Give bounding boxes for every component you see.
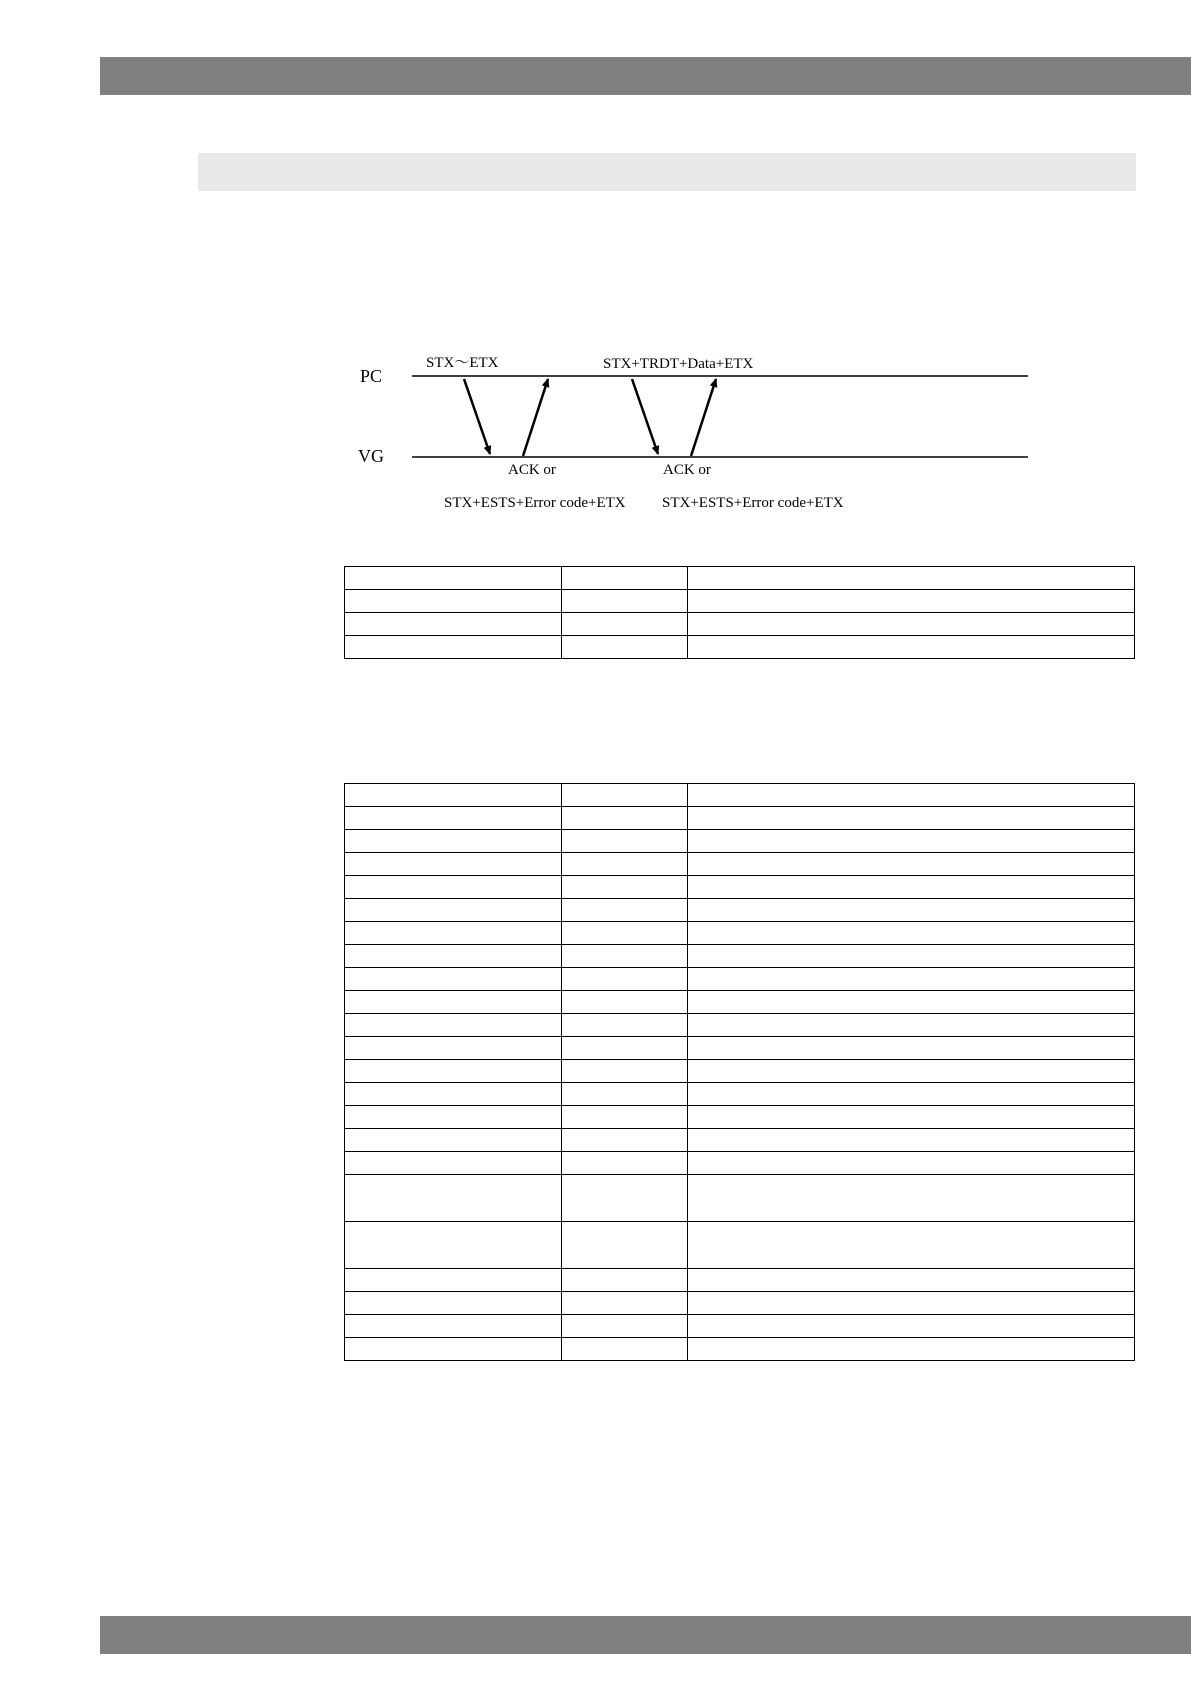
table-cell — [345, 991, 562, 1014]
table-row — [345, 590, 1135, 613]
table-row — [345, 1060, 1135, 1083]
table-cell — [688, 567, 1135, 590]
table-cell — [688, 1060, 1135, 1083]
table-row — [345, 945, 1135, 968]
table-row — [345, 876, 1135, 899]
table-cell — [688, 807, 1135, 830]
table-cell — [688, 1269, 1135, 1292]
table-cell — [345, 1269, 562, 1292]
table-cell — [562, 807, 688, 830]
communication-sequence-diagram — [340, 340, 1040, 530]
request-arrow-2 — [632, 379, 658, 454]
table-cell — [562, 968, 688, 991]
table-row — [345, 830, 1135, 853]
table-row — [345, 1152, 1135, 1175]
table-cell — [688, 830, 1135, 853]
table-row — [345, 899, 1135, 922]
table-row — [345, 853, 1135, 876]
table-cell — [345, 1152, 562, 1175]
table-cell — [345, 853, 562, 876]
table-cell — [688, 1222, 1135, 1269]
table-cell — [562, 899, 688, 922]
table-cell — [688, 636, 1135, 659]
status-code-table — [344, 566, 1135, 659]
table-cell — [562, 1129, 688, 1152]
table-cell — [688, 1152, 1135, 1175]
response-arrow-1 — [523, 379, 548, 456]
table-cell — [562, 853, 688, 876]
table-row — [345, 1175, 1135, 1222]
table-row — [345, 968, 1135, 991]
table-cell — [345, 636, 562, 659]
table-cell — [688, 1175, 1135, 1222]
response-arrow-2 — [691, 379, 716, 456]
table-cell — [345, 1175, 562, 1222]
table-cell — [562, 945, 688, 968]
table-cell — [688, 1292, 1135, 1315]
table-row — [345, 807, 1135, 830]
table-cell — [562, 784, 688, 807]
table-cell — [562, 1338, 688, 1361]
table-cell — [345, 876, 562, 899]
section-title-band — [198, 153, 1136, 191]
table-cell — [562, 991, 688, 1014]
table-cell — [345, 1037, 562, 1060]
table-cell — [688, 876, 1135, 899]
table-cell — [345, 784, 562, 807]
table-cell — [562, 1152, 688, 1175]
table-cell — [688, 853, 1135, 876]
error-code-table — [344, 783, 1135, 1361]
table-cell — [562, 1014, 688, 1037]
table-cell — [688, 1338, 1135, 1361]
table-cell — [562, 1175, 688, 1222]
table-cell — [345, 968, 562, 991]
send-label-2: STX+TRDT+Data+ETX — [603, 356, 754, 372]
table-cell — [345, 1292, 562, 1315]
table-cell — [562, 1315, 688, 1338]
table-cell — [688, 1106, 1135, 1129]
table-cell — [562, 830, 688, 853]
table-row — [345, 1222, 1135, 1269]
table-cell — [688, 1014, 1135, 1037]
table-cell — [345, 567, 562, 590]
table-cell — [345, 1338, 562, 1361]
table-cell — [345, 1315, 562, 1338]
table-cell — [688, 1315, 1135, 1338]
table-cell — [345, 1083, 562, 1106]
table-cell — [562, 1037, 688, 1060]
reply-label-1: ACK or — [508, 462, 556, 478]
table-row — [345, 1037, 1135, 1060]
table-cell — [562, 1292, 688, 1315]
table-cell — [688, 968, 1135, 991]
table-cell — [688, 991, 1135, 1014]
table-cell — [688, 1129, 1135, 1152]
table-row — [345, 1269, 1135, 1292]
table-cell — [562, 876, 688, 899]
table-cell — [688, 945, 1135, 968]
table-cell — [688, 899, 1135, 922]
table-cell — [688, 922, 1135, 945]
table-row — [345, 613, 1135, 636]
table-row — [345, 922, 1135, 945]
table-row — [345, 1292, 1135, 1315]
request-arrow-1 — [464, 379, 490, 454]
table-cell — [688, 590, 1135, 613]
table-cell — [345, 1060, 562, 1083]
table-cell — [345, 807, 562, 830]
table-cell — [345, 1222, 562, 1269]
pc-label: PC — [360, 366, 383, 386]
table-row — [345, 1338, 1135, 1361]
error-label-1: STX+ESTS+Error code+ETX — [444, 495, 626, 511]
table-cell — [688, 1037, 1135, 1060]
table-cell — [345, 590, 562, 613]
table-cell — [688, 784, 1135, 807]
table-row — [345, 1129, 1135, 1152]
table-cell — [562, 1269, 688, 1292]
table-cell — [562, 636, 688, 659]
table-row — [345, 1083, 1135, 1106]
table-cell — [345, 830, 562, 853]
table-row — [345, 636, 1135, 659]
table-cell — [345, 899, 562, 922]
table-cell — [562, 567, 688, 590]
table-cell — [562, 1083, 688, 1106]
sequence-svg — [340, 340, 1040, 530]
send-label-1: STX～ETX — [426, 355, 499, 371]
table-cell — [562, 1222, 688, 1269]
table-cell — [345, 922, 562, 945]
table-row — [345, 1014, 1135, 1037]
table-cell — [345, 1106, 562, 1129]
header-bar — [100, 57, 1191, 95]
vg-label: VG — [358, 446, 384, 466]
table-row — [345, 784, 1135, 807]
table-cell — [562, 613, 688, 636]
table-cell — [345, 1014, 562, 1037]
reply-label-2: ACK or — [663, 462, 711, 478]
table-cell — [345, 1129, 562, 1152]
table-row — [345, 567, 1135, 590]
table-cell — [562, 922, 688, 945]
table-row — [345, 1315, 1135, 1338]
table-cell — [562, 1106, 688, 1129]
table-cell — [562, 1060, 688, 1083]
table-cell — [562, 590, 688, 613]
table-cell — [688, 1083, 1135, 1106]
table-cell — [345, 613, 562, 636]
error-label-2: STX+ESTS+Error code+ETX — [662, 495, 844, 511]
table-row — [345, 1106, 1135, 1129]
table-cell — [688, 613, 1135, 636]
table-row — [345, 991, 1135, 1014]
table-cell — [345, 945, 562, 968]
footer-bar — [100, 1616, 1191, 1654]
